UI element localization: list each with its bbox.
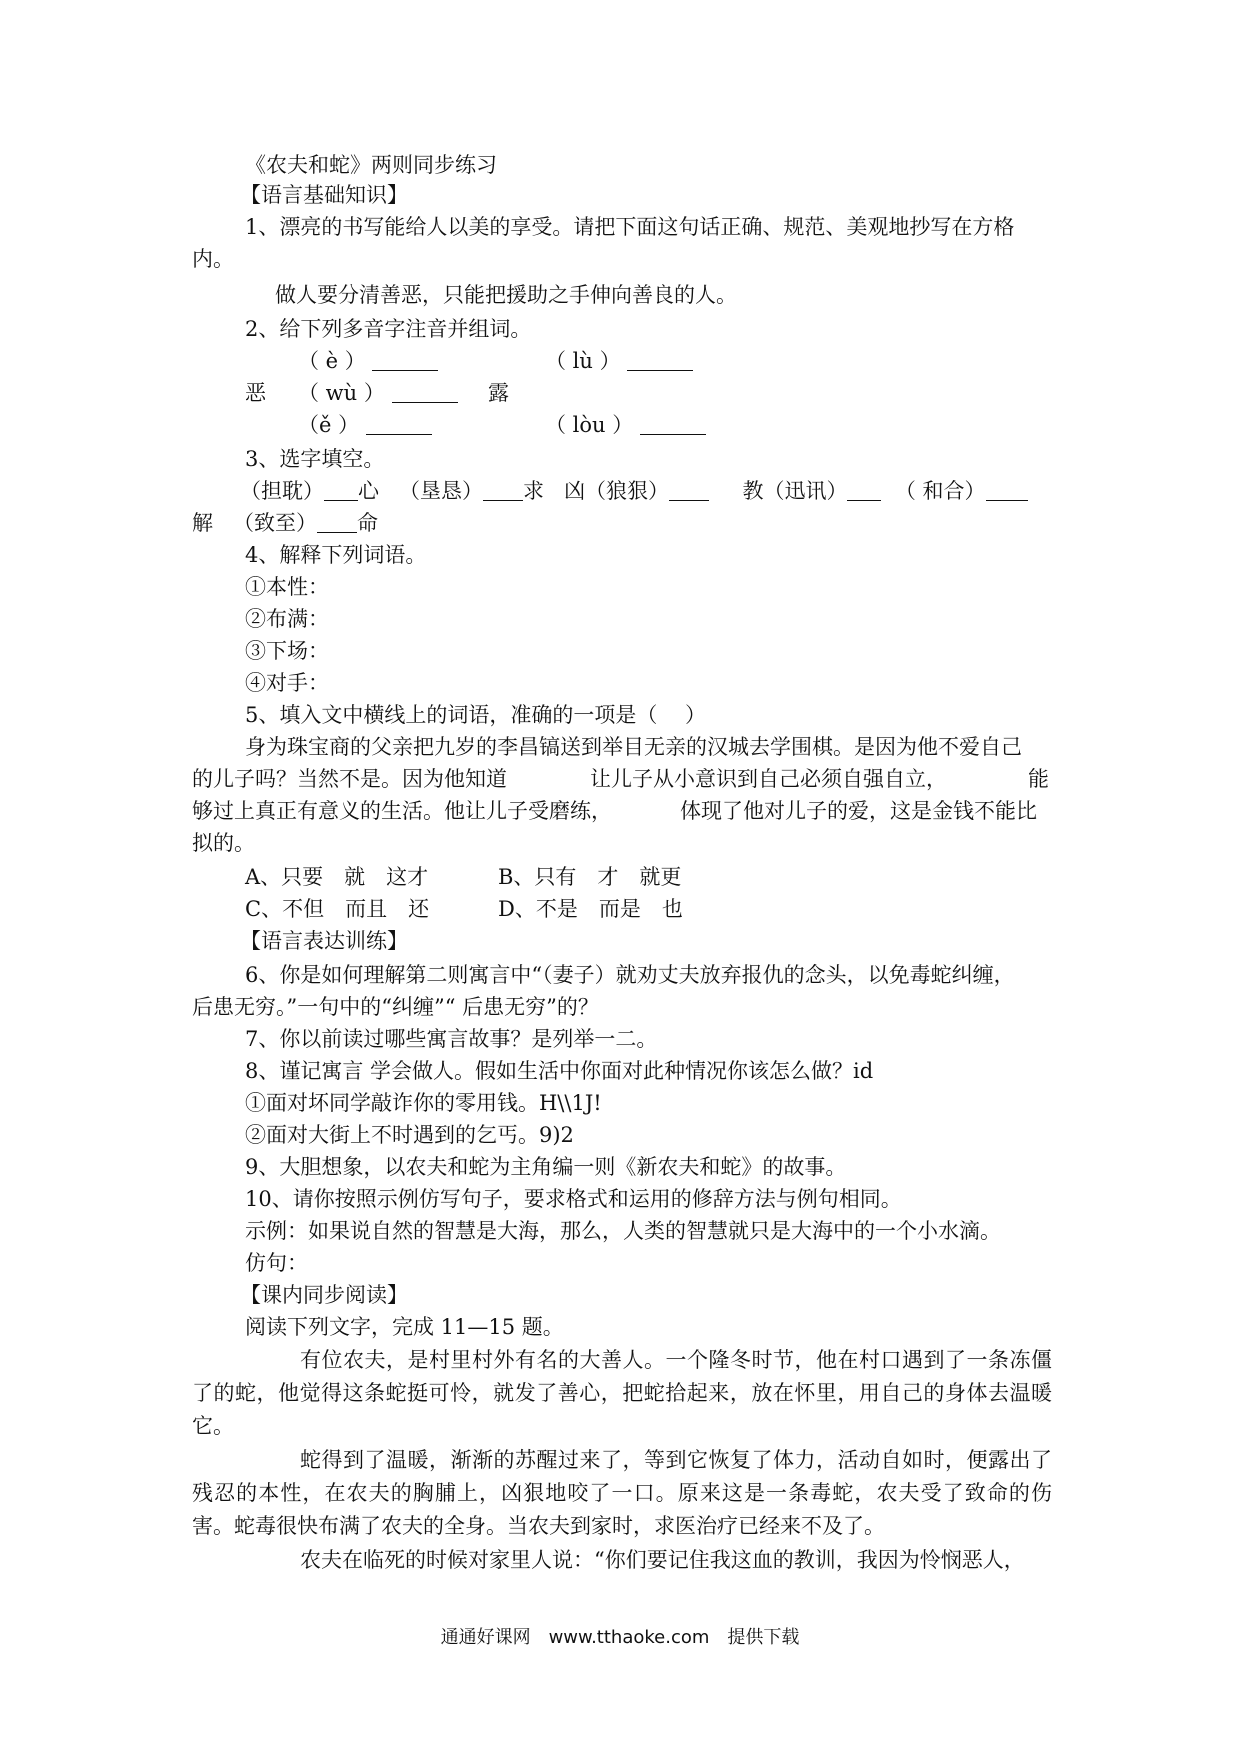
answer-blank[interactable] — [317, 510, 357, 533]
answer-blank[interactable] — [483, 478, 523, 501]
question-10: 10、请你按照示例仿写句子，要求格式和运用的修辞方法与例句相同。 — [245, 1187, 902, 1211]
question-5: 5、填入文中横线上的词语，准确的一项是（ ） — [245, 703, 707, 727]
char-e: 恶 — [245, 381, 266, 405]
question-1-line-1: 1、漂亮的书写能给人以美的享受。请把下面这句话正确、规范、美观地抄写在方格 — [245, 215, 1015, 239]
question-4-item-1: ①本性： — [245, 575, 329, 599]
answer-blank[interactable] — [324, 478, 358, 501]
question-6-line-2: 后患无穷。”一句中的“纠缠”“ 后患无穷”的？ — [192, 995, 599, 1019]
question-5-passage-line-2b: 让儿子从小意识到自己必须自强自立， — [590, 767, 947, 791]
question-4-item-2: ②布满： — [245, 607, 329, 631]
question-1-line-2: 内。 — [192, 247, 234, 271]
question-4: 4、解释下列词语。 — [245, 543, 427, 567]
answer-blank[interactable] — [627, 348, 693, 371]
question-3: 3、选字填空。 — [245, 447, 385, 471]
answer-blank[interactable] — [366, 412, 432, 435]
answer-blank[interactable] — [640, 412, 706, 435]
question-5-passage-line-1: 身为珠宝商的父亲把九岁的李昌镐送到举目无亲的汉城去学围棋。是因为他不爱自己 — [245, 735, 1022, 759]
question-5-passage-line-2c: 能 — [1028, 767, 1049, 791]
section-heading-expression: 【语言表达训练】 — [240, 929, 408, 953]
question-8-item-1: ①面对坏同学敲诈你的零用钱。H\\1J! — [245, 1091, 602, 1115]
answer-blank[interactable] — [986, 478, 1028, 501]
option-c: C、不但 而且 还 — [245, 897, 430, 921]
pinyin-lu-4: （ lù ） — [545, 346, 693, 376]
question-7: 7、你以前读过哪些寓言故事？是列举一二。 — [245, 1027, 658, 1051]
pinyin-e-3: （ě ） — [298, 410, 432, 440]
question-10-example: 示例：如果说自然的智慧是大海，那么，人类的智慧就只是大海中的一个小水滴。 — [245, 1219, 1001, 1243]
question-8-item-2: ②面对大街上不时遇到的乞丐。9)2 — [245, 1123, 574, 1147]
question-8: 8、谨记寓言 学会做人。假如生活中你面对此种情况你该怎么做？id — [245, 1059, 874, 1083]
section-heading-reading: 【课内同步阅读】 — [240, 1283, 408, 1307]
option-b: B、只有 才 就更 — [498, 865, 682, 889]
answer-blank[interactable] — [372, 348, 438, 371]
answer-blank[interactable] — [392, 380, 458, 403]
option-a: A、只要 就 这才 — [245, 865, 429, 889]
reading-paragraph-3: 农夫在临死的时候对家里人说：“你们要记住我这血的教训，我因为怜悯恶人， — [300, 1548, 1025, 1572]
question-5-passage-line-4: 拟的。 — [192, 831, 255, 855]
answer-blank[interactable] — [847, 478, 881, 501]
document-title: 《农夫和蛇》两则同步练习 — [245, 153, 497, 177]
answer-blank[interactable] — [669, 478, 709, 501]
option-d: D、不是 而是 也 — [498, 897, 683, 921]
question-10-imitation: 仿句： — [245, 1251, 308, 1275]
question-5-passage-line-3b: 体现了他对儿子的爱，这是金钱不能比 — [680, 799, 1037, 823]
pinyin-lou-4: （ lòu ） — [545, 410, 706, 440]
question-1-sentence: 做人要分清善恶，只能把援助之手伸向善良的人。 — [275, 283, 737, 307]
section-heading-basics: 【语言基础知识】 — [240, 183, 408, 207]
question-6-line-1: 6、你是如何理解第二则寓言中“（妻子）就劝丈夫放弃报仇的念头，以免毒蛇纠缠， — [245, 963, 1015, 987]
question-5-passage-line-3a: 够过上真正有意义的生活。他让儿子受磨练， — [192, 799, 612, 823]
pinyin-wu-4: （ wù ） — [298, 378, 458, 408]
question-9: 9、大胆想象，以农夫和蛇为主角编一则《新农夫和蛇》的故事。 — [245, 1155, 847, 1179]
question-3-options-line-1: （担耽） 心 （垦恳） 求 凶（狼狠） 教（迅讯） （ 和合） — [240, 476, 1028, 506]
question-4-item-3: ③下场： — [245, 639, 329, 663]
question-4-item-4: ④对手： — [245, 671, 329, 695]
page-footer: 通通好课网 www.tthaoke.com 提供下载 — [440, 1627, 800, 1648]
question-5-passage-line-2a: 的儿子吗？当然不是。因为他知道 — [192, 767, 507, 791]
question-2: 2、给下列多音字注音并组词。 — [245, 317, 532, 341]
reading-paragraph-1: 有位农夫，是村里村外有名的大善人。一个隆冬时节，他在村口遇到了一条冻僵了的蛇，他觉得这条蛇挺可怜，就发了善心，把蛇拾起来，放在怀里，用自己的身体去温暖它。 — [192, 1348, 1052, 1438]
char-lu: 露 — [488, 381, 509, 405]
reading-paragraph-2: 蛇得到了温暖，渐渐的苏醒过来了，等到它恢复了体力，活动自如时，便露出了残忍的本性，在农夫的胸脯上，凶狠地咬了一口。原来这是一条毒蛇，农夫受了致命的伤害。蛇毒很快布满了农夫的全身。当农夫到家时，求医治疗已经来不及了。 — [192, 1448, 1052, 1538]
reading-instructions: 阅读下列文字，完成 11—15 题。 — [245, 1315, 564, 1339]
question-3-options-line-2: 解 （致至） 命 — [192, 511, 379, 535]
pinyin-e-4: （ è ） — [298, 346, 438, 376]
